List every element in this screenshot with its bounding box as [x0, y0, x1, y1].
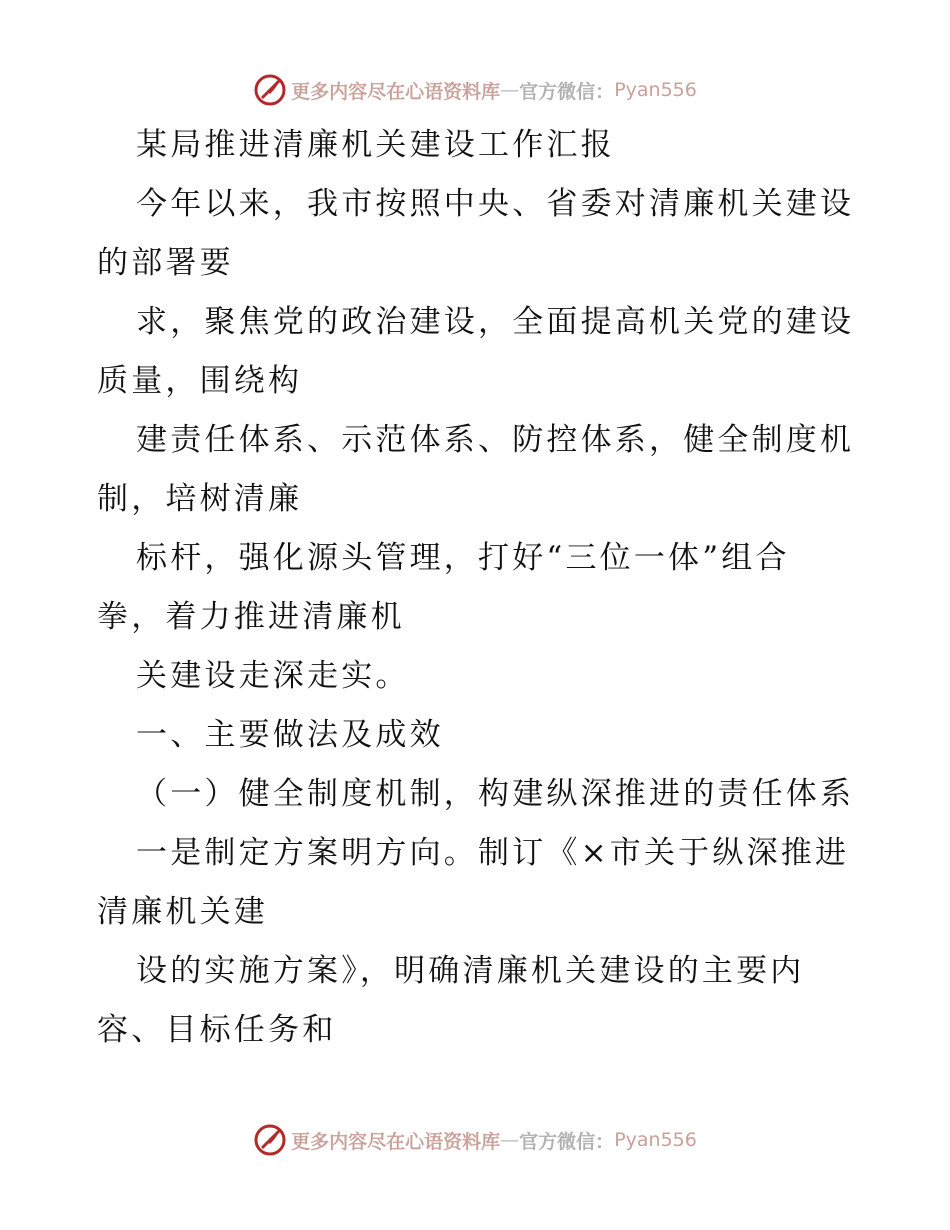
watermark-wechat-label: 官方微信：: [519, 80, 615, 103]
watermark-dash: —: [500, 1129, 520, 1151]
paragraph-line: 今年以来，我市按照中央、省委对清廉机关建设: [136, 186, 855, 222]
paragraph-line: 关建设走深走实。: [136, 658, 410, 694]
paragraph-line: 求，聚焦党的政治建设，全面提高机关党的建设: [136, 304, 855, 340]
section-heading: 一、主要做法及成效: [136, 717, 444, 753]
subsection-heading: （一）健全制度机制，构建纵深推进的责任体系: [136, 776, 855, 812]
footer-watermark: [0, 1120, 950, 1160]
paragraph-line: 清廉机关建: [97, 894, 268, 930]
feather-logo-icon: [253, 1123, 287, 1157]
paragraph-line: 一是制定方案明方向。制订《×市关于纵深推进: [136, 835, 850, 871]
paragraph-line: 的部署要: [97, 245, 234, 281]
watermark-dash: —: [500, 79, 520, 101]
paragraph-line: 设的实施方案》，明确清廉机关建设的主要内: [136, 953, 805, 989]
paragraph-line: 标杆，强化源头管理，打好“三位一体”组合: [136, 540, 790, 576]
paragraph-line: 建责任体系、示范体系、防控体系，健全制度机: [136, 422, 855, 458]
document-body: [97, 116, 857, 1060]
watermark-wechat-label: 官方微信：: [519, 1130, 615, 1153]
document-title: 某局推进清廉机关建设工作汇报: [136, 127, 615, 163]
paragraph-line: 制，培树清廉: [97, 481, 303, 517]
paragraph-line: 质量，围绕构: [97, 363, 303, 399]
watermark-wechat-id: Pyan556: [614, 79, 697, 101]
paragraph-line: 拳，着力推进清廉机: [97, 599, 405, 635]
watermark-wechat-id: Pyan556: [614, 1129, 697, 1151]
watermark-site-text: 更多内容尽在心语资料库: [291, 1130, 501, 1153]
header-watermark: [0, 70, 950, 110]
watermark-site-text: 更多内容尽在心语资料库: [291, 80, 501, 103]
feather-logo-icon: [253, 73, 287, 107]
paragraph-line: 容、目标任务和: [97, 1012, 337, 1048]
